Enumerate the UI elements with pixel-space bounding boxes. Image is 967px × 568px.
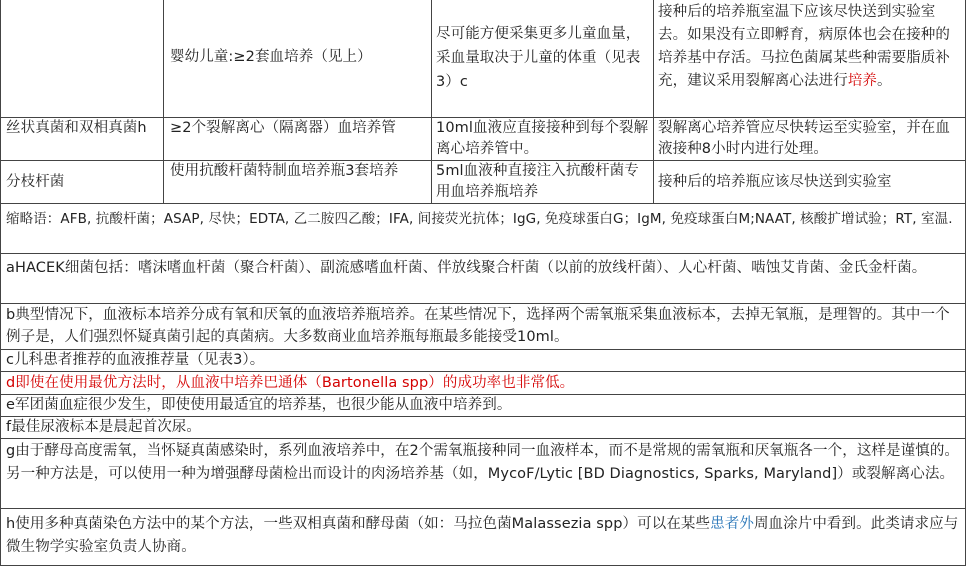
cell-text: 使用抗酸杆菌特制血培养瓶3套培养 [170,163,399,179]
cell-text: 分枝杆菌 [6,174,65,190]
table-cell-organism [1,0,163,117]
table-row [0,0,966,118]
cell-text: 5ml血液种直接注入抗酸杆菌专用血培养瓶培养 [436,163,639,200]
footnote-abbreviations [0,204,966,254]
table-cell-volume [431,0,653,117]
table-cell-transport [653,161,966,203]
footnote-text: g由于酵母高度需氧，当怀疑真菌感染时，系列血液培养中，在2个需氧瓶接种同一血液样本，而不是常规的需氧瓶和厌氧瓶各一个，这样是谨慎的。另一种方法是，可以使用一种为增强酵母菌检出而设计的肉汤培养基（如，MycoF/Lytic [BD Diagnostics, Sparks, Maryland]）或裂解离心法。 [6,443,960,482]
footnote-text: aHACEK细菌包括：嗜沫嗜血杆菌（聚合杆菌）、副流感嗜血杆菌、伴放线聚合杆菌（以前的放线杆菌）、人心杆菌、啮蚀艾肯菌、金氏金杆菌。 [6,260,927,276]
footnote-f [0,417,966,439]
cell-text: 婴幼儿童:≥2套血培养（见上） [170,49,372,65]
table-cell-volume [431,161,653,203]
table-cell-organism [1,118,163,160]
footnote-h [0,509,966,566]
table-cell-transport [653,0,966,117]
footnote-text: f最佳尿液标本是晨起首次尿。 [6,419,202,435]
cell-text: 裂解离心培养管应尽快转运至实验室，并在血液接种8小时内进行处理。 [658,120,950,157]
footnote-d [0,372,966,395]
table-row [0,118,966,161]
cell-text-part: 接种后的培养瓶室温下应该尽快送到实验室去。如果没有立即孵育，病原体也会在接种的培养基中存活。马拉色菌属某些种需要脂质补充，建议采用裂解离心法进行 [658,4,950,89]
footnote-c [0,350,966,372]
footnote-text: c儿科患者推荐的血液推荐量（见表3）。 [6,352,265,368]
cell-text: 10ml血液应直接接种到每个裂解离心培养管中。 [436,120,649,157]
cell-text: 尽可能方便采集更多儿童血量，采血量取决于儿童的体重（见表3）c [436,26,641,90]
cell-text [658,1,962,93]
table-cell-transport [653,118,966,160]
cell-text-part: 。 [877,73,892,89]
highlight-text[interactable]: 培养 [847,73,878,89]
footnote-text-part: h使用多种真菌染色方法中的某个方法，一些双相真菌和酵母菌（如：马拉色菌Malassezia spp）可以在某些 [6,516,711,532]
table-row [0,161,966,204]
footnote-text: e军团菌血症很少发生，即使使用最适宜的培养基，也很少能从血液中培养到。 [6,397,512,413]
cell-text: 接种后的培养瓶应该尽快送到实验室 [658,174,892,190]
footnote-g [0,439,966,509]
footnote-text: b典型情况下，血液标本培养分成有氧和厌氧的血液培养瓶培养。在某些情况下，选择两个需氧瓶采集血液标本，去掉无氧瓶，是理智的。其中一个例子是，人们强烈怀疑真菌引起的真菌病。大多数商业血培养瓶每瓶最多能接受10ml。 [6,307,950,345]
table-cell-specimen [163,161,431,203]
cell-text: 丝状真菌和双相真菌h [6,120,147,136]
footnote-text: 缩略语：AFB, 抗酸杆菌；ASAP, 尽快；EDTA, 乙二胺四乙酸；IFA, 间接荧光抗体；IgG, 免疫球蛋白G；IgM, 免疫球蛋白M;NAAT, 核酸扩增试验；RT, 室温. [6,211,953,227]
table-cell-specimen [163,118,431,160]
link-text[interactable]: 患者外 [710,516,754,532]
table-cell-volume [431,118,653,160]
footnote-text-part: 周血涂片中看到。此类请求应与微生物学实验室负责人协商。 [6,516,959,555]
table-cell-organism [1,161,163,203]
footnote-text: d即使在使用最优方法时，从血液中培养巴通体（Bartonella spp）的成功率也非常低。 [6,375,575,391]
cell-text: ≥2个裂解离心（隔离器）血培养管 [170,120,396,136]
footnote-e [0,395,966,417]
footnote-b [0,304,966,350]
footnote-a [0,254,966,304]
footnote-text [6,513,960,559]
table-cell-specimen [163,0,431,117]
